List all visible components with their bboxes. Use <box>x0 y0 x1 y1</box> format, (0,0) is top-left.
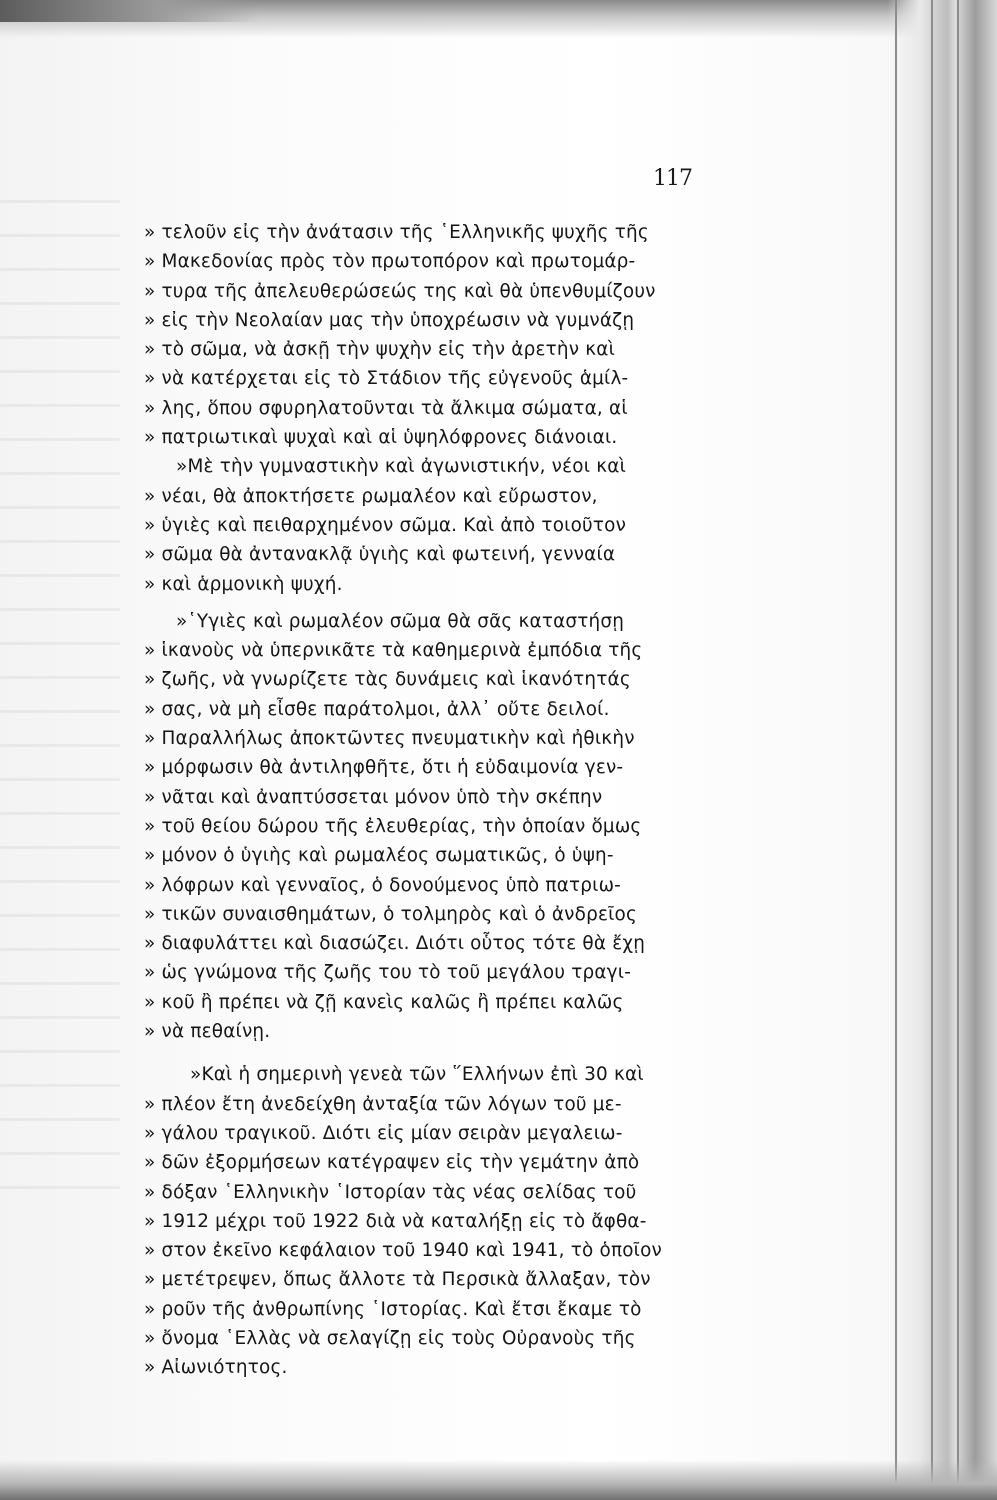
text-line: » 1912 μέχρι τοῦ 1922 διὰ νὰ καταλήξῃ εἰς τὸ ἄφθα- <box>144 1210 647 1232</box>
text-line: » Παραλλήλως ἀποκτῶντες πνευματικὴν καὶ ἠθικὴν <box>144 728 635 750</box>
text-line: » πλέον ἔτη ἀνεδείχθη ἀνταξία τῶν λόγων τοῦ με- <box>144 1093 622 1115</box>
text-line: » λόφρων καὶ γενναῖος, ὁ δονούμενος ὑπὸ πατριω- <box>144 874 622 896</box>
text-line: » κοῦ ἢ πρέπει νὰ ζῇ κανεὶς καλῶς ἢ πρέπει καλῶς <box>144 991 624 1013</box>
paragraph-4 <box>144 1060 716 1382</box>
paragraph-1 <box>144 218 716 452</box>
page-edge-line <box>957 0 959 1500</box>
paragraph-gap <box>144 599 716 607</box>
text-line: » μόρφωσιν θὰ ἀντιληφθῆτε, ὅτι ἡ εὐδαιμονία γεν- <box>144 757 624 779</box>
text-line: » γάλου τραγικοῦ. Διότι εἰς μίαν σειρὰν μεγαλειω- <box>144 1122 623 1144</box>
text-line: » μετέτρεψεν, ὅπως ἄλλοτε τὰ Περσικὰ ἄλλαξαν, τὸν <box>144 1269 651 1291</box>
paragraph-3 <box>144 607 716 1046</box>
book-page-edges <box>887 0 997 1500</box>
text-line: » νᾶται καὶ ἀναπτύσσεται μόνον ὑπὸ τὴν σκέπην <box>144 786 603 808</box>
text-line: » δόξαν ῾Ελληνικὴν ῾Ιστορίαν τὰς νέας σελίδας τοῦ <box>144 1181 637 1203</box>
text-line: »῾Υγιὲς καὶ ρωμαλέον σῶμα θὰ σᾶς καταστήσῃ <box>176 610 625 632</box>
text-line: » ζωῆς, νὰ γνωρίζετε τὰς δυνάμεις καὶ ἱκανότητάς <box>144 669 631 691</box>
page-number: 117 <box>653 166 692 191</box>
text-line: » τοῦ θείου δώρου τῆς ἐλευθερίας, τὴν ὁποίαν ὅμως <box>144 815 642 837</box>
text-line: » νέαι, θὰ ἀποκτήσετε ρωμαλέον καὶ εὔρωστον, <box>144 485 598 507</box>
text-line: » ὑγιὲς καὶ πειθαρχημένον σῶμα. Καὶ ἀπὸ τοιοῦτον <box>144 514 627 536</box>
text-line: » σας, νὰ μὴ εἶσθε παράτολμοι, ἀλλ᾿ οὔτε δειλοί. <box>144 698 610 720</box>
text-line: » πατριωτικαὶ ψυχαὶ καὶ αἱ ὑψηλόφρονες διάνοιαι. <box>144 427 618 449</box>
body-text <box>144 218 716 1383</box>
scan-bottom-shadow <box>0 1460 997 1500</box>
text-line: » στον ἐκεῖνο κεφάλαιον τοῦ 1940 καὶ 1941, τὸ ὁποῖον <box>144 1240 663 1262</box>
paragraph-gap <box>144 1046 716 1060</box>
page-edge-line <box>931 0 933 1500</box>
text-line: » λης, ὅπου σφυρηλατοῦνται τὰ ἄλκιμα σώματα, αἱ <box>144 397 628 419</box>
text-line: » τελοῦν εἰς τὴν ἀνάτασιν τῆς ῾Ελληνικῆς ψυχῆς τῆς <box>144 222 649 243</box>
bleed-through-text <box>0 200 120 1200</box>
text-line: » ἱκανοὺς νὰ ὑπερνικᾶτε τὰ καθημερινὰ ἐμπόδια τῆς <box>144 640 643 662</box>
text-line: » ὡς γνώμονα τῆς ζωῆς του τὸ τοῦ μεγάλου τραγι- <box>144 962 632 984</box>
text-line: » τυρα τῆς ἀπελευθερώσεώς της καὶ θὰ ὑπενθυμίζουν <box>144 280 656 302</box>
text-line: »Καὶ ἡ σημερινὴ γενεὰ τῶν ῞Ελλήνων ἐπὶ 30 καὶ <box>190 1064 644 1086</box>
text-line: »Μὲ τὴν γυμναστικὴν καὶ ἀγωνιστικήν, νέοι καὶ <box>176 456 626 478</box>
text-line: » τικῶν συναισθημάτων, ὁ τολμηρὸς καὶ ὁ ἀνδρεῖος <box>144 903 637 925</box>
text-line: » τὸ σῶμα, νὰ ἀσκῇ τὴν ψυχὴν εἰς τὴν ἀρετὴν καὶ <box>144 339 616 361</box>
page-edge-line <box>895 0 897 1500</box>
scan-corner-shadow <box>0 0 260 22</box>
text-line: » καὶ ἁρμονικὴ ψυχή. <box>144 573 343 595</box>
text-line: » Μακεδονίας πρὸς τὸν πρωτοπόρον καὶ πρωτομάρ- <box>144 251 636 273</box>
text-line: » δῶν ἐξορμήσεων κατέγραψεν εἰς τὴν γεμάτην ἀπὸ <box>144 1152 640 1174</box>
paragraph-2 <box>144 452 716 598</box>
text-line: » νὰ κατέρχεται εἰς τὸ Στάδιον τῆς εὐγενοῦς ἁμίλ- <box>144 368 629 390</box>
text-line: » εἰς τὴν Νεολαίαν μας τὴν ὑποχρέωσιν νὰ γυμνάζῃ <box>144 309 635 331</box>
text-line: » ὄνομα ῾Ελλὰς νὰ σελαγίζῃ εἰς τοὺς Οὐρανοὺς τῆς <box>144 1327 636 1349</box>
text-line: » ροῦν τῆς ἀνθρωπίνης ῾Ιστορίας. Καὶ ἔτσι ἔκαμε τὸ <box>144 1298 642 1320</box>
text-line: » διαφυλάττει καὶ διασώζει. Διότι οὗτος τότε θὰ ἔχῃ <box>144 933 646 955</box>
text-line: » νὰ πεθαίνῃ. <box>144 1021 271 1043</box>
text-line: » σῶμα θὰ ἀντανακλᾷ ὑγιὴς καὶ φωτεινή, γενναία <box>144 544 616 566</box>
text-line: » Αἰωνιότητος. <box>144 1357 288 1379</box>
text-line: » μόνον ὁ ὑγιὴς καὶ ρωμαλέος σωματικῶς, ὁ ὑψη- <box>144 845 614 867</box>
